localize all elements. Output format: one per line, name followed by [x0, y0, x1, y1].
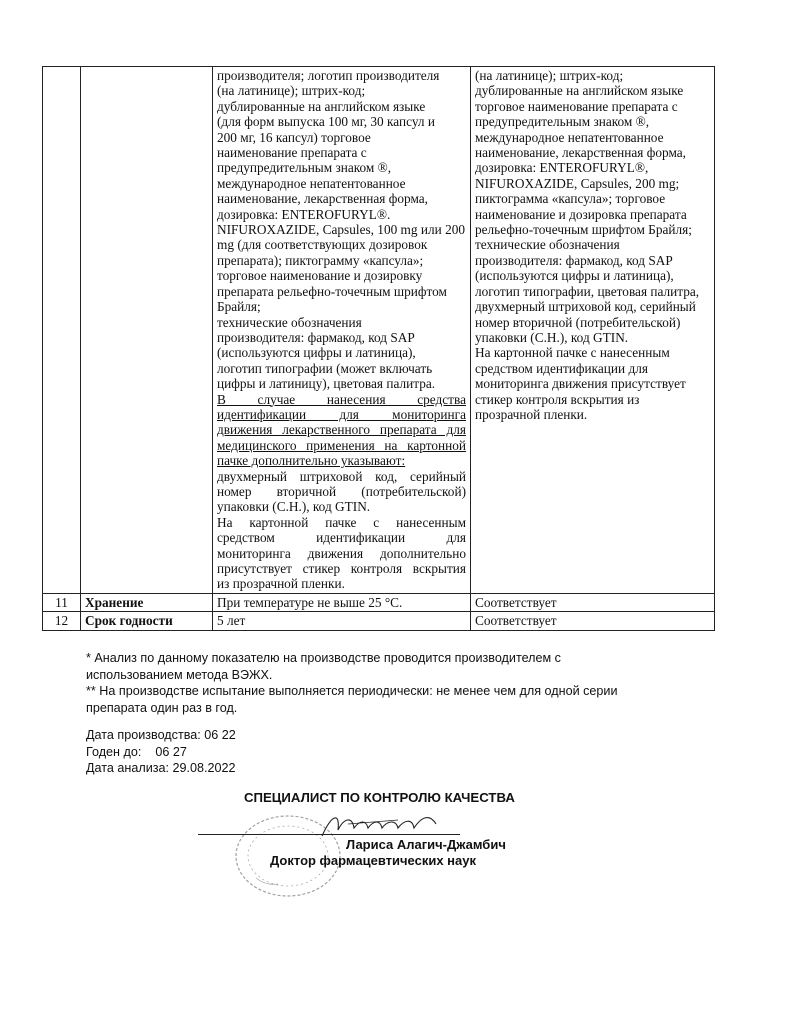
- row-parameter: [81, 67, 213, 594]
- spec-tail-block: [217, 469, 466, 592]
- text-line: дозировка: ENTEROFURYL®,: [475, 160, 649, 176]
- signature-line: [198, 834, 460, 835]
- text-line: логотип типографии (может включать: [217, 360, 433, 376]
- row-result: [471, 67, 715, 594]
- footnotes: [86, 650, 706, 716]
- text-line: пиктограмма «капсула»; торговое: [475, 191, 666, 207]
- text-line: номер вторичной (потребительской): [217, 483, 466, 499]
- text-line: 200 мг, 16 капсул) торговое: [217, 129, 371, 145]
- signatory-degree: Доктор фармацевтических наук: [270, 853, 477, 868]
- text-line: пачке дополнительно указывают:: [217, 453, 406, 469]
- text-line: торговое наименование препарата с: [475, 98, 678, 114]
- footnote-1-line-1: * Анализ по данному показателю на производстве проводится производителем с: [86, 651, 561, 665]
- text-line: На картонной пачке с нанесенным: [217, 514, 466, 530]
- row-number: 11: [43, 593, 81, 611]
- text-line: двухмерный штриховой код, серийный: [217, 468, 466, 484]
- text-line: предупредительным знаком ®,: [475, 114, 650, 130]
- text-line: прозрачной пленки.: [475, 406, 588, 422]
- text-line: NIFUROXAZIDE, Capsules, 200 mg;: [475, 175, 680, 191]
- text-line: международное непатентованное: [217, 175, 406, 191]
- row-specification: [213, 67, 471, 594]
- text-line: международное непатентованное: [475, 129, 664, 145]
- text-line: мониторинга движения присутствует: [475, 376, 686, 392]
- text-line: наименование, лекарственная форма,: [475, 145, 686, 161]
- row-specification: При температуре не выше 25 °С.: [213, 593, 471, 611]
- text-line: производителя; логотип производителя: [217, 68, 440, 83]
- row-specification: 5 лет: [213, 612, 471, 630]
- text-line: На картонной пачке с нанесенным: [475, 345, 670, 361]
- text-line: из прозрачной пленки.: [217, 576, 345, 592]
- text-line: наименование, лекарственная форма,: [217, 191, 428, 207]
- text-line: В случае нанесения средства: [217, 391, 466, 407]
- text-line: двухмерный штриховой код, серийный: [475, 299, 696, 315]
- text-line: присутствует стикер контроля вскрытия: [217, 561, 466, 576]
- text-line: логотип типографии, цветовая палитра,: [475, 283, 700, 299]
- text-line: Брайля;: [217, 299, 261, 315]
- text-line: идентификации для мониторинга: [217, 406, 466, 422]
- text-line: производителя: фармакод, код SAP: [475, 252, 673, 268]
- text-line: мониторинга движения дополнительно: [217, 545, 466, 561]
- text-line: производителя: фармакод, код SAP: [217, 329, 415, 345]
- text-line: (для форм выпуска 100 мг, 30 капсул и: [217, 114, 435, 130]
- text-line: стикер контроля вскрытия из: [475, 391, 640, 407]
- table-row: [43, 67, 715, 594]
- analysis-date: Дата анализа: 29.08.2022: [86, 761, 236, 775]
- text-line: технические обозначения: [475, 237, 620, 253]
- row-number: [43, 67, 81, 594]
- result-text-block: [475, 68, 710, 422]
- text-line: технические обозначения: [217, 314, 362, 330]
- text-line: рельефно-точечным шрифтом Брайля;: [475, 222, 692, 238]
- text-line: торговое наименование и дозировку: [217, 268, 423, 284]
- table-row: [43, 593, 715, 611]
- text-line: (используются цифры и латиница),: [475, 268, 674, 284]
- row-number: 12: [43, 612, 81, 630]
- text-line: цифры и латиницу), цветовая палитра.: [217, 376, 436, 392]
- footnote-2-line-2: препарата один раз в год.: [86, 700, 238, 715]
- text-line: дублированные на английском языке: [475, 83, 684, 99]
- footnote-2-line-1: ** На производстве испытание выполняется периодически: не менее чем для одной серии: [86, 684, 618, 698]
- text-line: медицинского применения на картонной: [217, 437, 466, 453]
- spec-text-block: [217, 68, 466, 392]
- row-parameter: Хранение: [81, 593, 213, 611]
- text-line: (используются цифры и латиница),: [217, 345, 416, 361]
- text-line: средством идентификации для: [475, 360, 648, 376]
- text-line: движения лекарственного препарата для: [217, 422, 466, 438]
- row-parameter: Срок годности: [81, 612, 213, 630]
- text-line: дублированные на английском языке: [217, 98, 426, 114]
- text-line: наименование и дозировка препарата: [475, 206, 687, 222]
- signatory-title: СПЕЦИАЛИСТ ПО КОНТРОЛЮ КАЧЕСТВА: [244, 790, 515, 805]
- text-line: NIFUROXAZIDE, Capsules, 100 mg или 200: [217, 222, 466, 238]
- text-line: наименование препарата с: [217, 145, 367, 161]
- text-line: (на латинице); штрих-код;: [217, 83, 366, 99]
- footnote-1-line-2: использованием метода ВЭЖХ.: [86, 667, 273, 682]
- text-line: номер вторичной (потребительской): [475, 314, 681, 330]
- text-line: (на латинице); штрих-код;: [475, 68, 624, 83]
- row-result: Соответствует: [471, 593, 715, 611]
- text-line: упаковки (С.Н.), код GTIN.: [475, 329, 629, 345]
- production-date: Дата производства: 06 22: [86, 728, 236, 742]
- text-line: препарата рельефно-точечным шрифтом: [217, 283, 447, 299]
- text-line: предупредительным знаком ®,: [217, 160, 392, 176]
- specification-table: [42, 66, 715, 631]
- dates-block: [86, 727, 236, 777]
- text-line: средством идентификации для: [217, 530, 466, 546]
- signatory-name: Лариса Алагич-Джамбич: [346, 837, 506, 852]
- table-row: [43, 612, 715, 630]
- text-line: mg (для соответствующих дозировок: [217, 237, 428, 253]
- text-line: упаковки (С.Н.), код GTIN.: [217, 499, 371, 515]
- text-line: препарата); пиктограмму «капсула»;: [217, 252, 424, 268]
- text-line: дозировка: ENTEROFURYL®.: [217, 206, 391, 222]
- expiry-date: Годен до: 06 27: [86, 744, 187, 759]
- spec-underlined-block: [217, 392, 466, 469]
- row-result: Соответствует: [471, 612, 715, 630]
